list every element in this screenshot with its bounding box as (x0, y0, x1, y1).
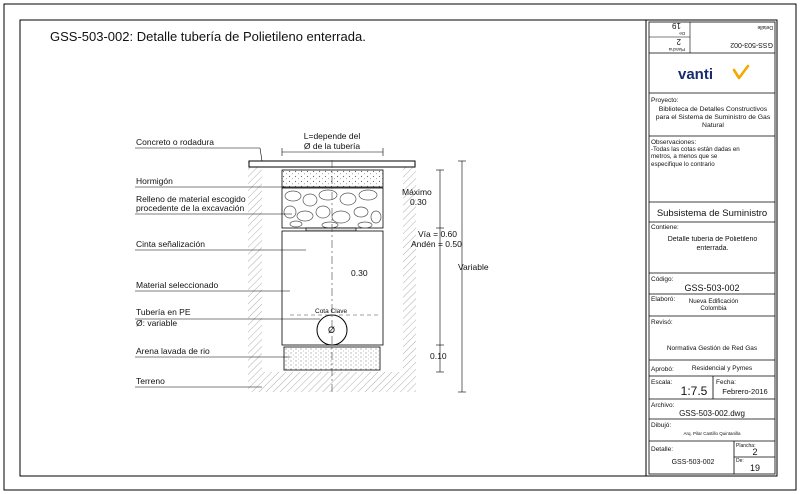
elaboro-label: Elaboró: (651, 296, 676, 303)
top-de-rotated: De (679, 31, 685, 36)
trench-detail (248, 131, 489, 392)
detalle-label: Detalle: (651, 446, 674, 453)
escala-value: 1:7.5 (680, 384, 708, 398)
de-label: De: (736, 458, 744, 464)
label-hormigon: Hormigón (136, 176, 173, 186)
escala-label: Escala: (651, 379, 673, 386)
de-value: 19 (749, 463, 761, 473)
vanti-logo: vanti (678, 66, 714, 83)
sheet-title: GSS-503-002: Detalle tubería de Polietileno enterrada. (50, 29, 366, 44)
label-tuberia-2: Ø: variable (136, 318, 178, 328)
top-de-value-rotated: 19 (672, 21, 681, 30)
dim-maximo: Máximo (402, 187, 432, 197)
proyecto-value: Biblioteca de Detalles Constructivos para el Sistema de Suministro de Gas Natural (655, 106, 771, 129)
top-plancha-rotated: Plancha (668, 47, 685, 52)
ground-hatch-bottom (262, 372, 403, 392)
codigo-label: Código: (651, 276, 674, 283)
label-tuberia-1: Tubería en PE (136, 307, 191, 317)
plancha-value: 2 (752, 447, 758, 457)
width-dim-line1: L=depende del (303, 131, 361, 141)
proyecto-label: Proyecto: (651, 97, 679, 104)
detalle-value: GSS-503-002 (671, 459, 715, 466)
aprobo-label: Aprobó: (651, 366, 674, 373)
vanti-check-icon (734, 66, 748, 78)
dim-maximo-value: 0.30 (410, 197, 427, 207)
contiene-value: Detalle tubería de Polietileno enterrada. (667, 236, 758, 252)
elaboro-value: Nueva Edificación Colombia (688, 298, 739, 313)
label-relleno-1: Relleno de material escogido (136, 194, 246, 204)
dibujo-value: Arq. Pilar Castillo Quintanilla (683, 431, 741, 436)
dim-010: 0.10 (430, 351, 447, 361)
obs-label: Observaciones: (651, 139, 697, 146)
fecha-label: Fecha: (716, 379, 736, 386)
plancha-label: Plancha: (736, 443, 756, 449)
dim-via: Vía = 0.60 (418, 229, 457, 239)
label-arena: Arena lavada de rio (136, 346, 210, 356)
label-cinta: Cinta señalización (136, 239, 205, 249)
label-terreno: Terreno (136, 376, 165, 386)
hormigon-layer (282, 170, 383, 187)
top-code-rotated: GSS-503-002 (730, 41, 773, 48)
archivo-value: GSS-503-002.dwg (679, 409, 745, 418)
label-material: Material seleccionado (136, 280, 219, 290)
dim-variable: Variable (458, 262, 489, 272)
cota-clave-label: Cota Clave (315, 308, 348, 315)
top-detalle-rotated: Detalle (757, 24, 773, 30)
obs-value: -Todas las cotas están dadas en metros, a menos que se especifique lo contrario (651, 146, 740, 168)
fecha-value: Febrero-2016 (722, 387, 768, 396)
diameter-symbol: Ø (328, 325, 336, 335)
codigo-value: GSS-503-002 (684, 283, 740, 293)
archivo-label: Archivo: (651, 402, 675, 409)
dibujo-label: Dibujó: (651, 422, 672, 429)
reviso-value: Normativa Gestión de Red Gas (666, 345, 758, 352)
aprobo-value: Residencial y Pymes (691, 365, 753, 372)
label-relleno-2: procedente de la excavación (136, 203, 245, 213)
ground-hatch-left (248, 161, 282, 392)
subsistema: Subsistema de Suministro (656, 208, 768, 219)
title-block (649, 21, 775, 474)
reviso-label: Revisó: (651, 319, 673, 326)
top-plancha-value-rotated: 2 (676, 37, 681, 46)
contiene-label: Contiene: (651, 224, 679, 231)
warning-tape (306, 228, 356, 231)
dim-anden: Andén = 0.50 (411, 239, 462, 249)
width-dim-line2: Ø de la tubería (303, 141, 361, 151)
label-concreto: Concreto o rodadura (136, 137, 214, 147)
dim-030: 0.30 (351, 268, 368, 278)
